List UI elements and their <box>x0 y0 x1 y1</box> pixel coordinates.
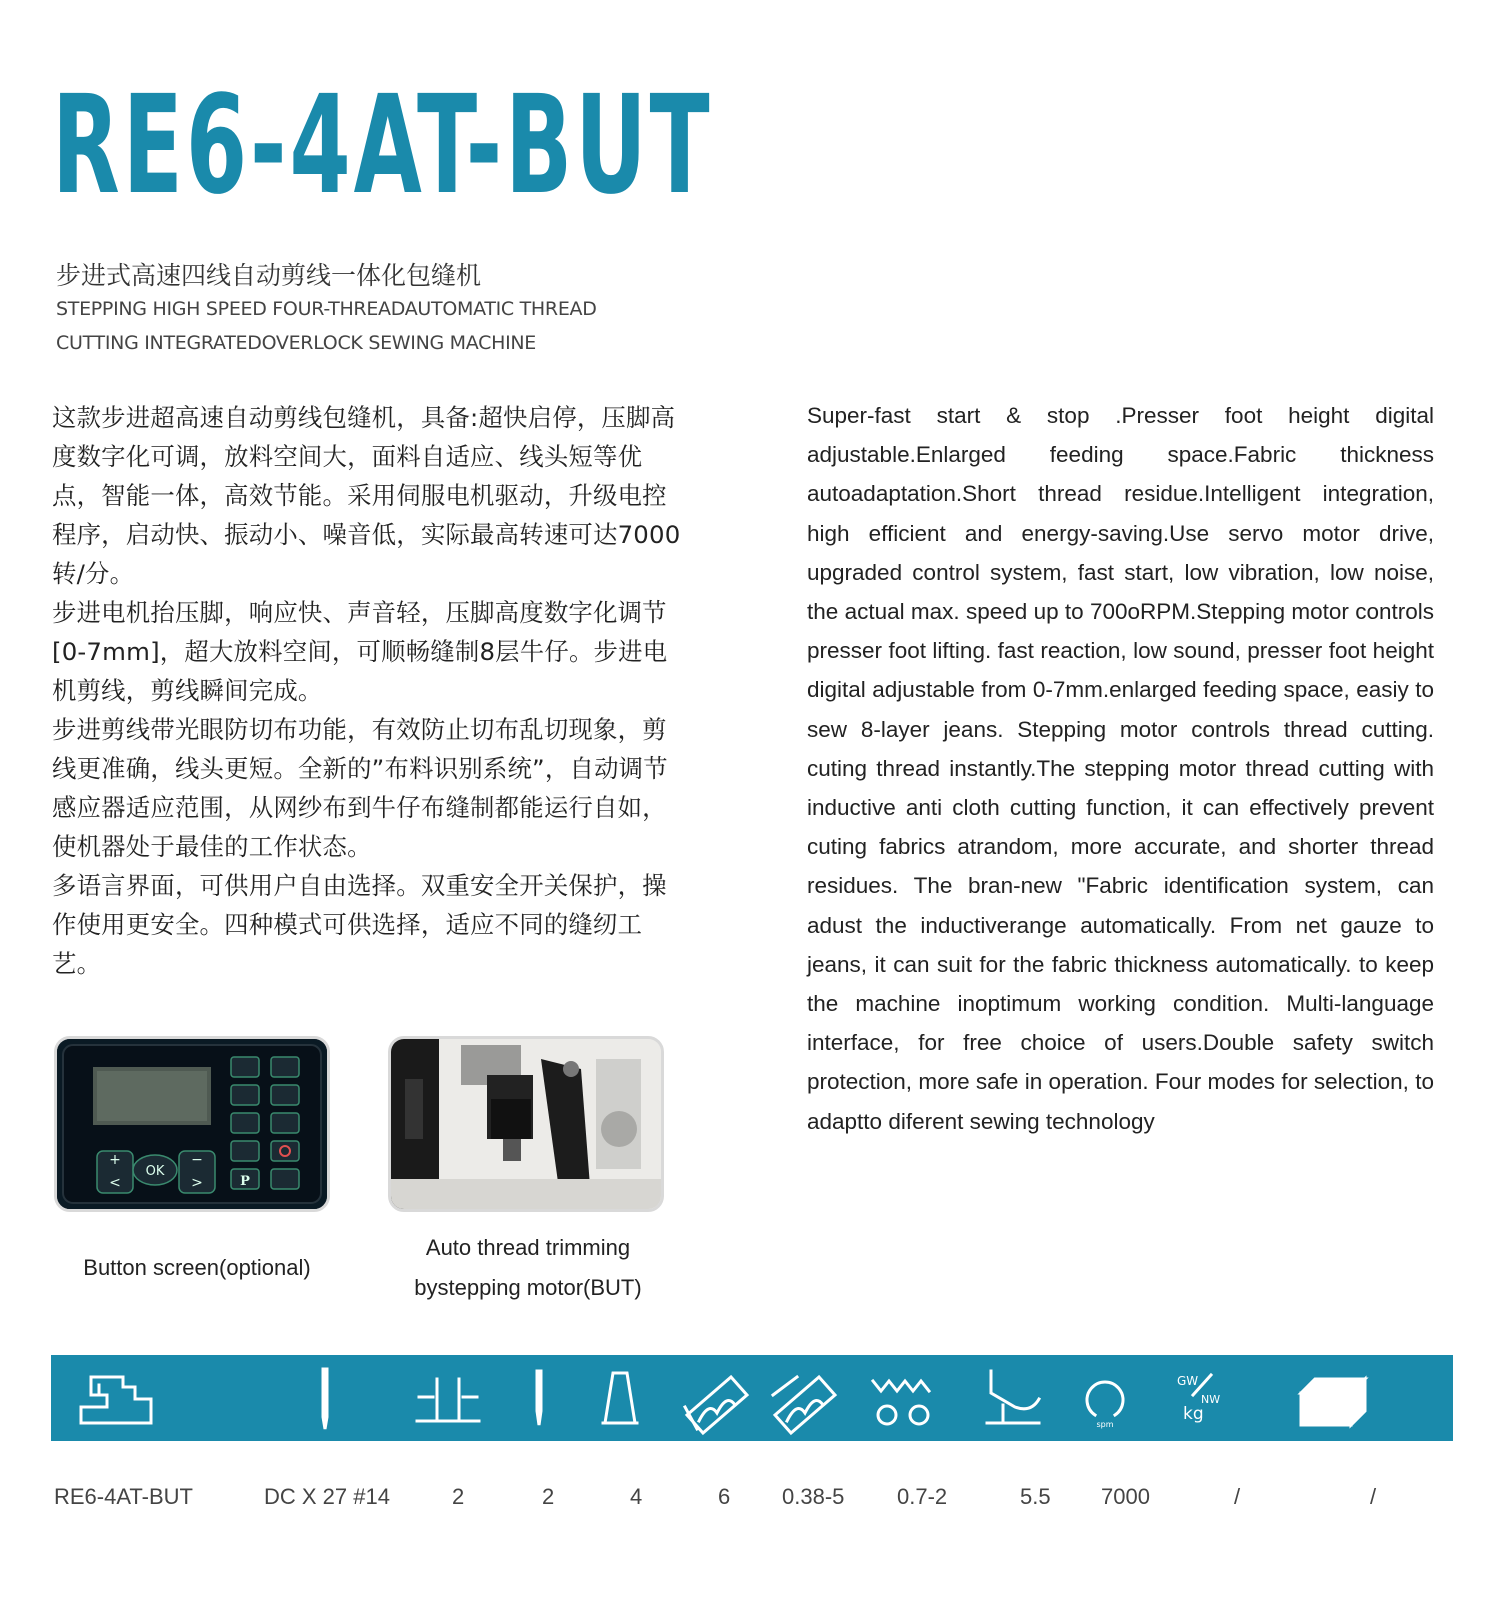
presser-foot-lift-icon <box>987 1371 1039 1423</box>
subtitle-english-line2: CUTTING INTEGRATEDOVERLOCK SEWING MACHINE <box>56 332 536 354</box>
thread-count-icon <box>603 1373 637 1423</box>
stepping-motor-photo <box>388 1036 664 1212</box>
needle-distance-icon <box>417 1379 479 1421</box>
caption-line: bystepping motor(BUT) <box>414 1275 642 1300</box>
svg-text:−: − <box>191 1152 203 1168</box>
product-title: RE6-4AT-BUT <box>52 67 713 225</box>
description-cn-paragraph: 步进电机抬压脚，响应快、声音轻，压脚高度数字化调节[0-7mm]，超大放料空间，可顺畅缝制8层牛仔。步进电机剪线，剪线瞬间完成。 <box>52 598 668 705</box>
subtitle-english-line1: STEPPING HIGH SPEED FOUR-THREADAUTOMATIC THREAD <box>56 298 597 320</box>
speed-spm-icon <box>1087 1382 1123 1415</box>
kg-label: kg <box>1183 1404 1204 1424</box>
description-cn-paragraph: 多语言界面，可供用户自由选择。双重安全开关保护，操作使用更安全。四种模式可供选择，适应不同的缝纫工艺。 <box>52 871 667 978</box>
package-size-icon <box>1301 1379 1365 1425</box>
stepping-motor-illustration <box>391 1039 661 1209</box>
description-cn-paragraph: 这款步进超高速自动剪线包缝机，具备:超快启停，压脚高度数字化可调，放料空间大，面料自适应、线头短等优点，智能一体，高效节能。采用伺服电机驱动，升级电控程序，启动快、振动小、噪音低，实际最高转速可达7000转/分。 <box>52 403 681 588</box>
spec-stitch-width: 6 <box>718 1484 731 1509</box>
stitch-length-icon <box>773 1377 835 1433</box>
spec-stitch-length: 0.38-5 <box>782 1484 845 1509</box>
spec-needles: 2 <box>542 1484 555 1509</box>
needle-type-icon <box>323 1369 327 1429</box>
spec-needle-type: DC X 27 #14 <box>264 1484 390 1509</box>
description-chinese <box>52 398 682 983</box>
spec-weight: / <box>1234 1484 1241 1509</box>
needle-count-icon <box>537 1371 541 1425</box>
spec-icons <box>51 1355 1453 1441</box>
p-key: P <box>240 1174 250 1189</box>
spec-threads: 4 <box>630 1484 643 1509</box>
spec-presser-lift: 5.5 <box>1020 1484 1051 1509</box>
caption-line: Auto thread trimming <box>425 1235 631 1260</box>
button-screen-photo <box>54 1036 330 1212</box>
spec-package-size: / <box>1370 1484 1377 1509</box>
spec-icon-band <box>51 1355 1453 1441</box>
spm-label: spm <box>1096 1420 1114 1429</box>
stitch-width-icon <box>685 1377 747 1433</box>
machine-model-icon <box>81 1377 151 1423</box>
svg-text:<: < <box>109 1175 121 1191</box>
spec-speed: 7000 <box>1101 1484 1150 1509</box>
nw-label: NW <box>1201 1393 1221 1406</box>
description-cn-paragraph: 步进剪线带光眼防切布功能，有效防止切布乱切现象，剪线更准确，线头更短。全新的”布料识别系统”，自动调节感应器适应范围，从网纱布到牛仔布缝制都能运行自如，使机器处于最佳的工作状态。 <box>52 715 668 861</box>
description-english: Super-fast start & stop .Presser foot height digital adjustable.Enlarged feeding space.Fabric thickness autoadaptation.Short thread residue.Intelligent integration, high efficient and energy-saving.Use servo motor drive, upgraded control system, fast start, low vibration, low noise, the actual max. speed up to 700oRPM.Stepping motor controls presser foot lifting. fast reaction, low sound, presser foot height digital adjustable from 0-7mm.enlarged feeding space, easiy to sew 8-layer jeans. Stepping motor controls thread cutting. cuting thread instantly.The stepping motor thread cutting with inductive anti cloth cutting function, it can effectively prevent cuting fabrics atrandom, more accurate, and shorter thread residues. The bran-new "Fabric identification system, can adust the inductiverange automatically. From net gauze to jeans, it can suit for the fabric thickness automatically. to keep the machine inoptimum working condition. Multi-language interface, for free choice of users.Double safety switch protection, more safe in operation. Four modes for selection, to adaptto diferent sewing technology <box>807 403 1434 1134</box>
caption-stepping-motor <box>385 1228 671 1308</box>
svg-text:>: > <box>191 1175 203 1191</box>
spec-differential-ratio: 0.7-2 <box>897 1484 948 1509</box>
spec-values-row <box>0 1484 1500 1524</box>
differential-ratio-icon <box>873 1381 929 1424</box>
spec-needle-distance: 2 <box>452 1484 465 1509</box>
caption-button-screen: Button screen(optional) <box>83 1255 311 1280</box>
gw-label: GW <box>1177 1374 1199 1388</box>
control-panel-illustration <box>57 1039 327 1209</box>
svg-text:+: + <box>109 1152 121 1168</box>
spec-model: RE6-4AT-BUT <box>54 1484 193 1509</box>
ok-key: OK <box>145 1164 165 1179</box>
subtitle-chinese: 步进式高速四线自动剪线一体化包缝机 <box>56 261 482 290</box>
